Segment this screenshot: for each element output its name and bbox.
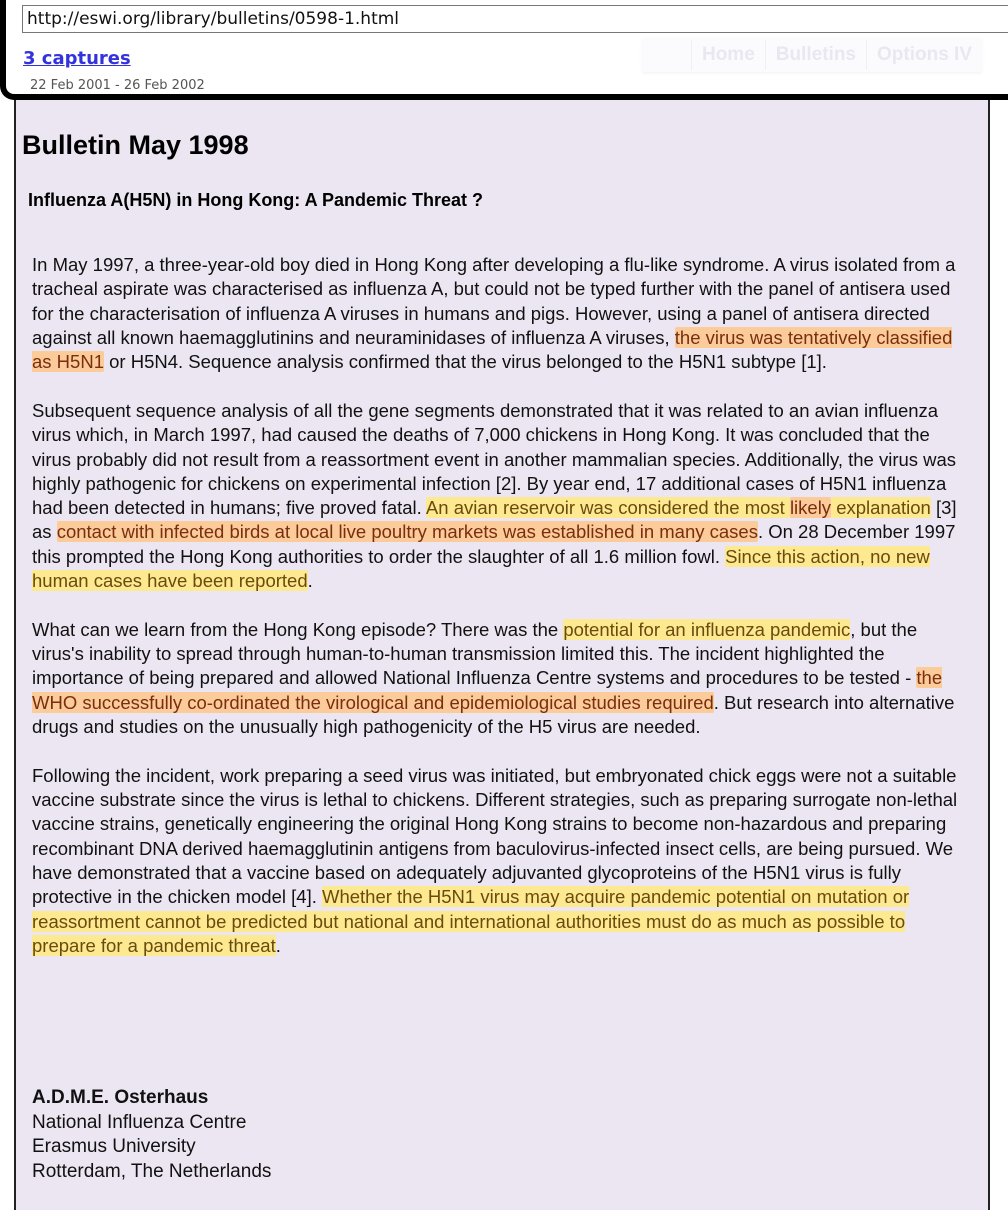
url-field[interactable] xyxy=(22,5,1008,33)
nav-bulletins[interactable]: Bulletins xyxy=(765,40,866,70)
author-signature xyxy=(32,1086,271,1184)
highlight-yellow: explanation xyxy=(831,497,931,519)
highlight-orange: likely xyxy=(789,497,832,519)
highlight-yellow: Whether the H5N1 virus may acquire pandemic potential on mutation or reassortment cannot be predicted but national and international authorities must do as much as possible to prepare for a pandemic threat xyxy=(32,886,910,956)
text-segment: What can we learn from the Hong Kong episode? There was the xyxy=(32,618,564,640)
article-paragraph xyxy=(32,764,972,958)
bulletin-page xyxy=(14,100,990,1210)
text-segment: Following the incident, work preparing a seed virus was initiated, but embryonated chick eggs were not a suitable vaccine substrate since the virus is lethal to chickens. Different strategies, such as preparing surrogate non-lethal vaccine strains, genetically engineering the original Hong Kong strains to become non-hazardous and preparing recombinant DNA derived haemagglutinin antigens from baculovirus-infected insect cells, are being pursued. We have demonstrated that a vaccine based on adequately adjuvanted glycoproteins of the H5N1 virus is fully protective in the chicken model [4]. xyxy=(32,764,958,908)
text-segment: In May 1997, a three-year-old boy died in Hong Kong after developing a flu-like syndrome. A virus isolated from a tracheal aspirate was characterised as influenza A, but could not be typed further with the panel of antisera used for the characterisation of influenza A viruses in humans and pigs. However, using a panel of antisera directed against all known haemagglutinins and neuraminidases of influenza A viruses, xyxy=(32,254,956,348)
highlight-orange: the virus was tentatively classified as H5N1 xyxy=(32,326,953,373)
article-title: Influenza A(H5N) in Hong Kong: A Pandemic Threat ? xyxy=(28,190,484,210)
url-input[interactable] xyxy=(27,6,1008,32)
site-nav-bar xyxy=(642,38,982,72)
nav-home[interactable]: Home xyxy=(691,40,765,70)
text-segment: . But research into alternative drugs and studies on the unusually high pathogenicity of the H5 virus are needed. xyxy=(32,691,955,738)
highlight-yellow: An avian reservoir was considered the most xyxy=(425,497,790,519)
highlight-yellow: potential for an influenza pandemic xyxy=(563,618,851,640)
highlight-orange: the WHO successfully co-ordinated the virological and epidemiological studies required xyxy=(32,667,943,713)
capture-date-range: 22 Feb 2001 - 26 Feb 2002 xyxy=(30,78,205,93)
highlight-yellow: Since this action, no new human cases have been reported xyxy=(32,545,930,592)
author-affiliation-line: Rotterdam, The Netherlands xyxy=(32,1160,272,1182)
article-paragraph xyxy=(32,618,972,739)
author-name: A.D.M.E. Osterhaus xyxy=(32,1087,209,1108)
text-segment: Subsequent sequence analysis of all the gene segments demonstrated that it was related to an avian influenza virus which, in March 1997, had caused the deaths of 7,000 chickens in Hong Kong. It was concluded that the virus probably did not result from a reassortment event in another mammalian species. Additionally, the virus was highly pathogenic for chickens on experimental infection [2]. By year end, 17 additional cases of H5N1 influenza had been detected in humans; five proved fatal. xyxy=(32,399,957,519)
wayback-toolbar xyxy=(0,0,1008,100)
highlight-orange: contact with infected birds at local live poultry markets was established in many cases xyxy=(56,521,758,543)
article-paragraph xyxy=(32,253,972,374)
captures-link[interactable]: 3 captures xyxy=(23,48,131,69)
text-segment: . xyxy=(275,934,281,956)
text-segment: or H5N4. Sequence analysis confirmed that the virus belonged to the H5N1 subtype [1]. xyxy=(103,351,827,373)
text-segment: , but the virus's inability to spread through human-to-human transmission limited this. The incident highlighted the importance of being prepared and allowed National Influenza Centre systems and procedures to be tested - xyxy=(32,618,918,689)
text-segment: . xyxy=(307,570,313,592)
article-body xyxy=(32,253,972,983)
text-segment: . On 28 December 1997 this prompted the Hong Kong authorities to order the slaughter of all 1.6 million fowl. xyxy=(32,521,956,567)
author-affiliation-line: National Influenza Centre xyxy=(32,1111,247,1133)
article-paragraph xyxy=(32,399,972,593)
author-affiliation-line: Erasmus University xyxy=(32,1136,196,1157)
nav-options[interactable]: Options IV xyxy=(866,40,982,70)
page-title: Bulletin May 1998 xyxy=(22,130,249,160)
text-segment: [3] as xyxy=(32,497,957,543)
